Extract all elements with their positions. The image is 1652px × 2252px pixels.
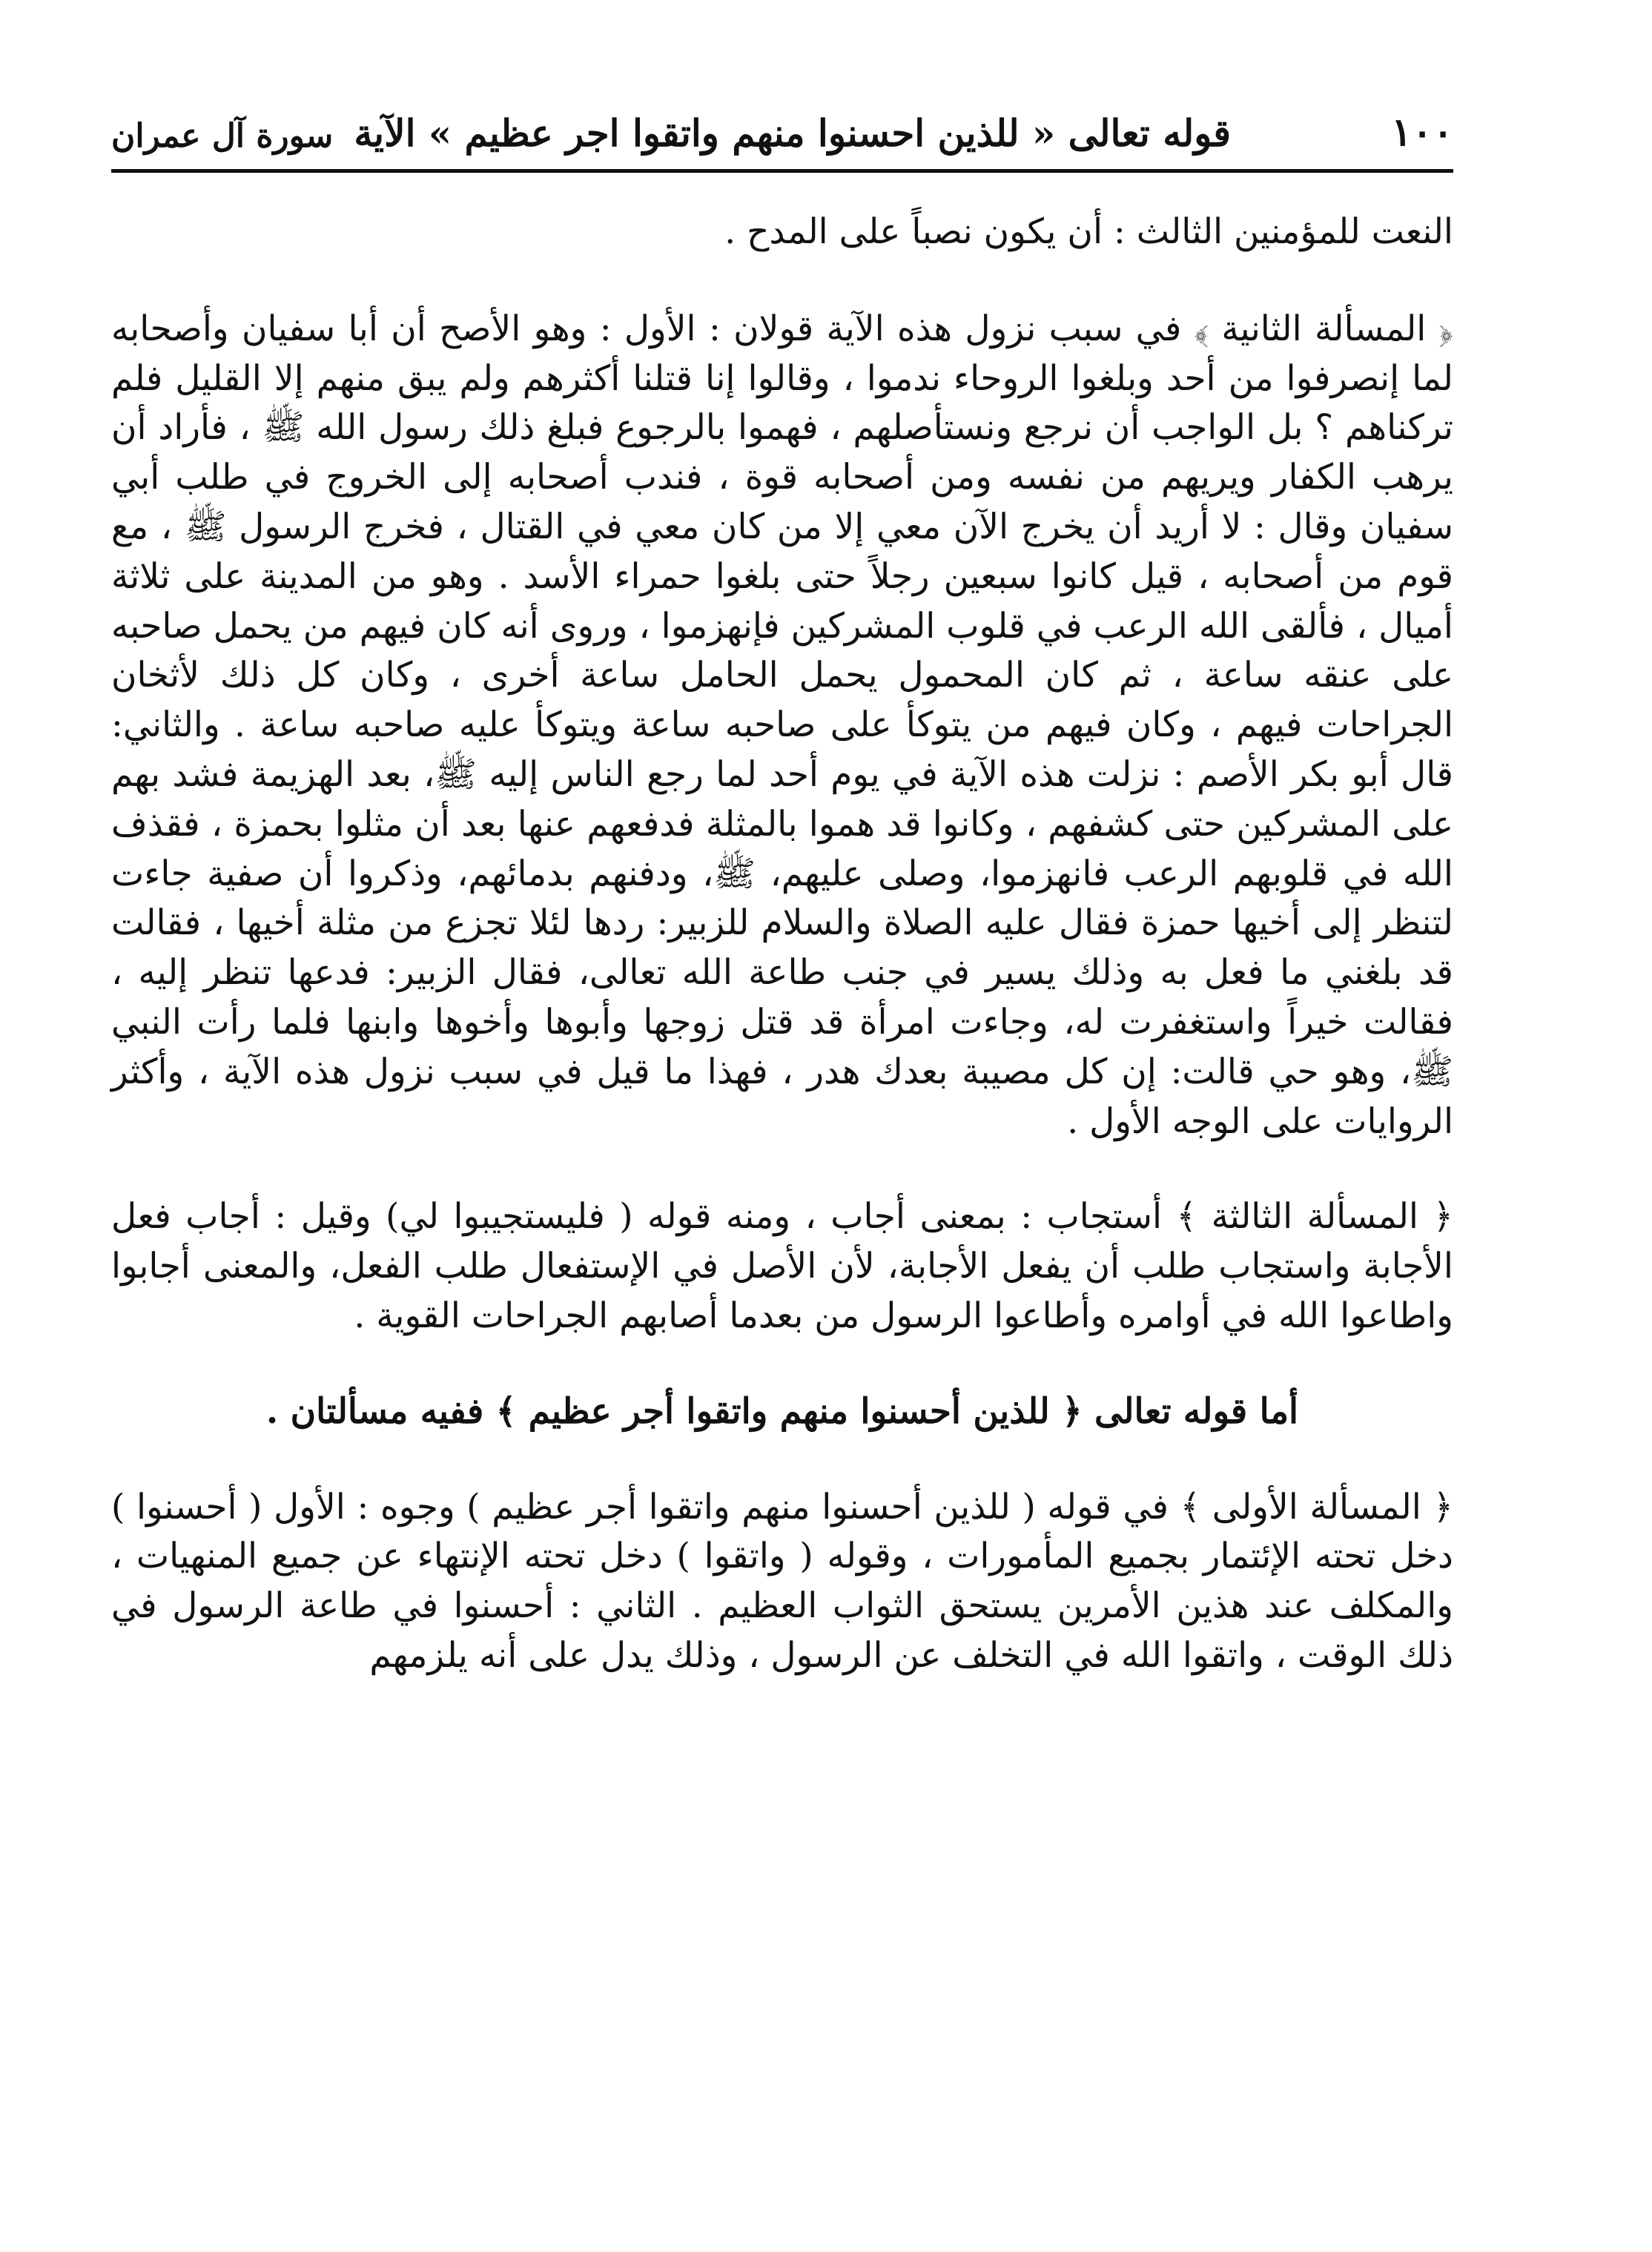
paragraph-third-question: ﴿ المسألة الثالثة ﴾ أستجاب : بمعنى أجاب ، ومنه قوله ( فليستجيبوا لي) وقيل : أجاب فعل الأجابة واستجاب طلب أن يفعل الأجابة، لأن الأصل في الإستفعال طلب الفعل، والمعنى أجابوا واطاعوا الله في أوامره وأطاعوا الرسول من بعدما أصابهم الجراحات القوية .	[111, 1196, 1453, 1336]
surah-name: سورة آل عمران	[111, 117, 334, 155]
page-number: ١٠٠	[1391, 110, 1453, 155]
paragraph-intro: النعت للمؤمنين الثالث : أن يكون نصباً على المدح .	[724, 211, 1453, 252]
running-header	[111, 95, 1453, 162]
header-rule	[111, 169, 1453, 173]
paragraph-first-question: ﴿ المسألة الأولى ﴾ في قوله ( للذين أحسنوا منهم واتقوا أجر عظيم ) وجوه : الأول ( أحسنوا ) دخل تحته الإئتمار بجميع المأمورات ، وقوله ( واتقوا ) دخل تحته الإنتهاء عن جميع المنهيات ، والمكلف عند هذين الأمرين يستحق الثواب العظيم . الثاني : أحسنوا في طاعة الرسول في ذلك الوقت ، واتقوا الله في التخلف عن الرسول ، وذلك يدل على أنه يلزمهم	[111, 1486, 1453, 1676]
paragraph-second-question: ﴿ المسألة الثانية ﴾ في سبب نزول هذه الآية قولان : الأول : وهو الأصح أن أبا سفيان وأصحابه لما إنصرفوا من أحد وبلغوا الروحاء ندموا ، وقالوا إنا قتلنا أكثرهم ولم يبق منهم إلا القليل فلم تركناهم ؟ بل الواجب أن نرجع ونستأصلهم ، فهموا بالرجوع فبلغ ذلك رسول الله ﷺ ، فأراد أن يرهب الكفار ويريهم من نفسه ومن أصحابه قوة ، فندب أصحابه إلى الخروج في طلب أبي سفيان وقال : لا أريد أن يخرج الآن معي إلا من كان معي في القتال ، فخرج الرسول ﷺ ، مع قوم من أصحابه ، قيل كانوا سبعين رجلاً حتى بلغوا حمراء الأسد . وهو من المدينة على ثلاثة أميال ، فألقى الله الرعب في قلوب المشركين فإنهزموا ، وروى أنه كان فيهم من يحمل صاحبه على عنقه ساعة ، ثم كان المحمول يحمل الحامل ساعة أخرى ، وكان كل ذلك لأثخان الجراحات فيهم ، وكان فيهم من يتوكأ على صاحبه ساعة ويتوكأ عليه صاحبه ساعة . والثاني: قال أبو بكر الأصم : نزلت هذه الآية في يوم أحد لما رجع الناس إليه ﷺ، بعد الهزيمة فشد بهم على المشركين حتى كشفهم ، وكانوا قد هموا بالمثلة فدفعهم عنها بعد أن مثلوا بحمزة ، فقذف الله في قلوبهم الرعب فانهزموا، وصلى عليهم، ﷺ، ودفنهم بدمائهم، وذكروا أن صفية جاءت لتنظر إلى أخيها حمزة فقال عليه الصلاة والسلام للزبير: ردها لئلا تجزع من مثلة أخيها ، فقالت قد بلغني ما فعل به وذلك يسير في جنب طاعة الله تعالى، فقال الزبير: فدعها تنظر إليه ، فقالت خيراً واستغفرت له، وجاءت امرأة قد قتل زوجها وأبوها وأخوها وابنها فلما رأت النبي ﷺ، وهو حي قالت: إن كل مصيبة بعدك هدر ، فهذا ما قيل في سبب نزول هذه الآية ، وأكثر الروايات على الوجه الأول .	[111, 308, 1453, 1142]
header-title: قوله تعالى « للذين احسنوا منهم واتقوا اجر عظيم » الآية	[354, 111, 1231, 155]
body-text	[111, 208, 1453, 1681]
paragraph-verse-heading: أما قوله تعالى ﴿ للذين أحسنوا منهم واتقوا أجر عظيم ﴾ ففيه مسألتان .	[265, 1390, 1299, 1432]
